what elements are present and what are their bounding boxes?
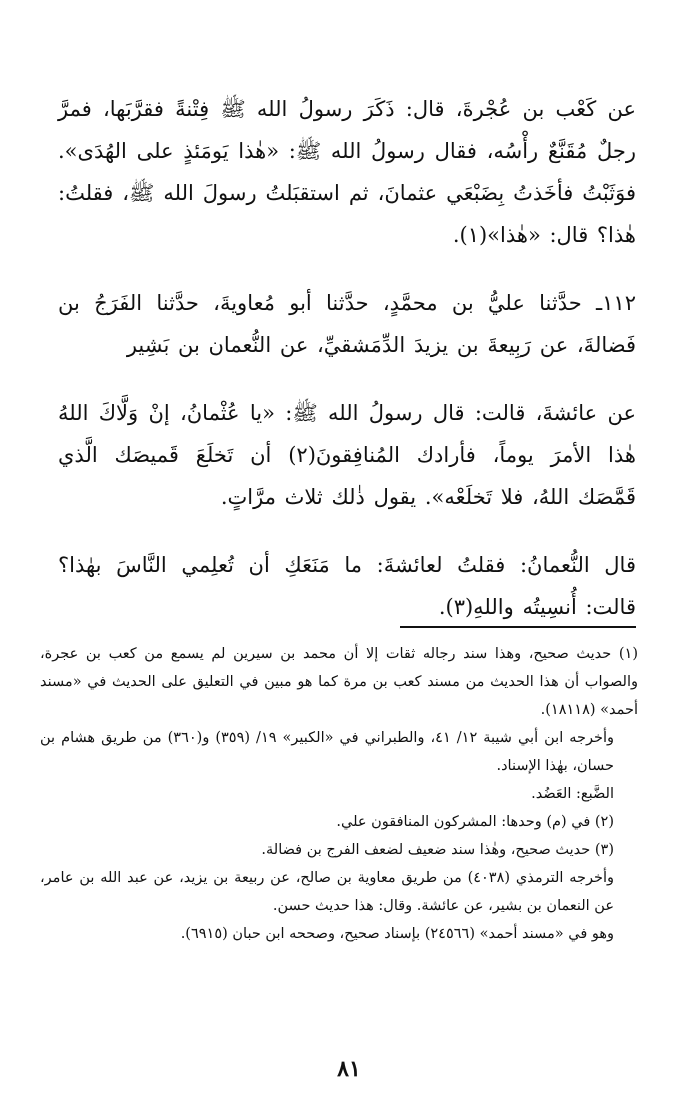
footnote: وأخرجه الترمذي (٤٠٣٨) من طريق معاوية بن صالح، عن ربيعة بن يزيد، عن عبد الله بن عامر، عن النعمان بن بشير، عن عائشة. وقال: هذا حديث حسن.: [40, 870, 614, 914]
footnote: الضَّبع: العَضُد.: [531, 786, 614, 802]
footnote: (١) حديث صحيح، وهذا سند رجاله ثقات إلا أن محمد بن سيرين لم يسمع من كعب بن عجرة، والصواب أن هذا الحديث من مسند كعب بن مرة كما هو مبين في التعليق على الحديث في «مسند أحمد» (١٨١١٨).: [40, 646, 638, 718]
page-number: ٨١: [337, 1056, 361, 1082]
main-text: [58, 88, 636, 628]
hadith-paragraph: عن عائشةَ، قالت: قال رسولُ الله ﷺ: «يا عُثْمانُ، إنْ وَلَّاكَ اللهُ هٰذا الأمرَ يوماً، فأرادك المُنافِقونَ(٢) أن تَخلَعَ قَميصَك الَّذي قَمَّصَك اللهُ، فلا تَخلَعْه». يقول ذٰلك ثلاث مرَّاتٍ.: [58, 401, 636, 509]
footnote: (٣) حديث صحيح، وهٰذا سند ضعيف لضعف الفرج بن فضالة.: [261, 842, 614, 858]
footnote-divider: [400, 626, 636, 628]
footnote: وأخرجه ابن أبي شيبة ١٢/ ٤١، والطبراني في «الكبير» ١٩/ (٣٥٩) و(٣٦٠) من طريق هشام بن حسان، بهٰذا الإسناد.: [40, 730, 614, 774]
isnad-paragraph: ١١٢ـ حدَّثنا عليُّ بن محمَّدٍ، حدَّثنا أبو مُعاويةَ، حدَّثنا الفَرَجُ بن فَضالةَ، عن رَبِيعةَ بن يزيدَ الدِّمَشقيِّ، عن النُّعمان بن بَشِير: [58, 291, 636, 357]
footnotes: [40, 640, 638, 948]
hadith-paragraph: عن كَعْب بن عُجْرةَ، قال: ذَكَرَ رسولُ الله ﷺ فِتْنةً فقرَّبَها، فمرَّ رجلٌ مُقَنَّعٌ رأْسُه، فقال رسولُ الله ﷺ: «هٰذا يَومَئذٍ على الهُدَى». فوَثَبْتُ فأخَذتُ بِضَبْعَي عثمانَ، ثم استقبَلتُ رسولَ الله ﷺ، فقلتُ: هٰذا؟ قال: «هٰذا»(١).: [58, 97, 636, 247]
footnote: وهو في «مسند أحمد» (٢٤٥٦٦) بإسناد صحيح، وصححه ابن حبان (٦٩١٥).: [180, 926, 614, 942]
hadith-paragraph: قال النُّعمانُ: فقلتُ لعائشةَ: ما مَنَعَكِ أن تُعلِمي النَّاسَ بهٰذا؟ قالت: أُنسِيتُه واللهِ(٣).: [58, 553, 636, 619]
footnote: (٢) في (م) وحدها: المشركون المنافقون علي.: [336, 814, 614, 830]
